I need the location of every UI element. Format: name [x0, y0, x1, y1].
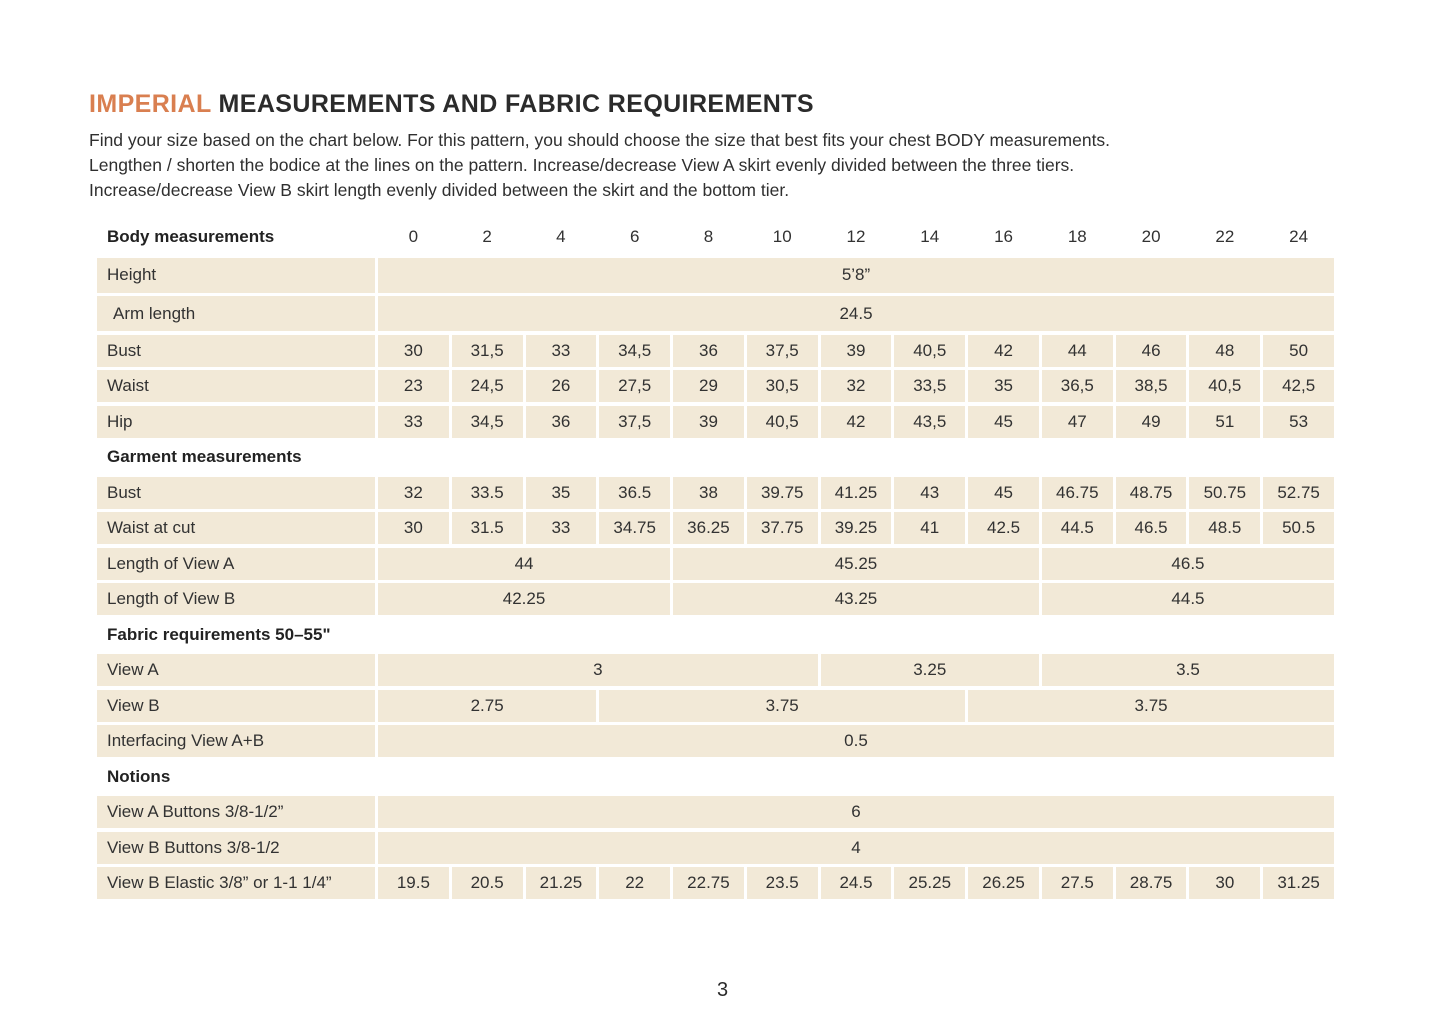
value-cell: 24.5: [378, 296, 1334, 331]
section-label: Notions: [107, 766, 171, 786]
table-row: [97, 370, 1334, 402]
value-cell: 44.5: [1042, 512, 1113, 544]
table-row: [97, 654, 1334, 686]
value-cell: 39.75: [747, 477, 818, 509]
value-cell: 27,5: [599, 370, 670, 402]
value-cell: 27.5: [1042, 867, 1113, 899]
value-cell: 34,5: [599, 335, 670, 367]
row-label: View B: [97, 690, 375, 722]
value-cell: 43.25: [673, 583, 1039, 615]
row-label: Interfacing View A+B: [97, 725, 375, 757]
size-header-cell: 0: [408, 227, 419, 246]
value-cell: 41.25: [821, 477, 892, 509]
row-label: Bust: [97, 477, 375, 509]
section-label: Garment measurements: [107, 447, 302, 466]
value-cell: 2.75: [378, 690, 596, 722]
value-cell: 39: [673, 406, 744, 438]
value-cell: 3.75: [968, 690, 1334, 722]
value-cell: 39.25: [821, 512, 892, 544]
value-cell: 46: [1116, 335, 1187, 367]
value-cell: 30,5: [747, 370, 818, 402]
value-cell: 42,5: [1263, 370, 1334, 402]
value-cell: 31.25: [1263, 867, 1334, 899]
value-cell: 22: [599, 867, 670, 899]
value-cell: 23: [378, 370, 449, 402]
size-header-cell: 6: [629, 227, 640, 246]
table-row: [97, 296, 1334, 331]
table-row: [97, 583, 1334, 615]
value-cell: 44.5: [1042, 583, 1334, 615]
size-header-cell: 14: [920, 227, 940, 246]
row-label: Length of View A: [97, 548, 375, 580]
value-cell: 41: [894, 512, 965, 544]
value-cell: 3.75: [599, 690, 965, 722]
value-cell: 40,5: [894, 335, 965, 367]
table-row: [97, 220, 1334, 254]
row-label: Body measurements: [107, 227, 275, 246]
value-cell: 40,5: [1189, 370, 1260, 402]
table-row: [97, 725, 1334, 757]
size-header-cell: 24: [1289, 227, 1309, 246]
value-cell: 43,5: [894, 406, 965, 438]
value-cell: 32: [821, 370, 892, 402]
value-cell: 33: [526, 512, 597, 544]
value-cell: 36.5: [599, 477, 670, 509]
table-row: [97, 832, 1334, 864]
value-cell: 43: [894, 477, 965, 509]
value-cell: 21.25: [526, 867, 597, 899]
value-cell: 20.5: [452, 867, 523, 899]
value-cell: 42: [968, 335, 1039, 367]
value-cell: 46.5: [1042, 548, 1334, 580]
value-cell: 38,5: [1116, 370, 1187, 402]
intro-line: Lengthen / shorten the bodice at the lines on the pattern. Increase/decrease View A skirt evenly divided between the three tiers.: [89, 155, 1075, 175]
row-label: Waist at cut: [97, 512, 375, 544]
row-label: View A: [97, 654, 375, 686]
value-cell: 47: [1042, 406, 1113, 438]
value-cell: 48.75: [1116, 477, 1187, 509]
value-cell: 50.75: [1189, 477, 1260, 509]
value-cell: 33.5: [452, 477, 523, 509]
table-row: [97, 761, 1334, 793]
value-cell: 51: [1189, 406, 1260, 438]
value-cell: 26.25: [968, 867, 1039, 899]
value-cell: 34,5: [452, 406, 523, 438]
value-cell: 23.5: [747, 867, 818, 899]
value-cell: 42.5: [968, 512, 1039, 544]
row-label: View A Buttons 3/8-1/2”: [97, 796, 375, 828]
row-label: Height: [97, 258, 375, 293]
value-cell: 30: [378, 335, 449, 367]
table-row: [97, 796, 1334, 828]
value-cell: 33: [526, 335, 597, 367]
value-cell: 50: [1263, 335, 1334, 367]
value-cell: 35: [526, 477, 597, 509]
value-cell: 22.75: [673, 867, 744, 899]
table-row: [97, 867, 1334, 899]
size-header-cell: 12: [846, 227, 866, 246]
row-label: Length of View B: [97, 583, 375, 615]
intro-line: Increase/decrease View B skirt length evenly divided between the skirt and the bottom tier.: [89, 180, 790, 200]
value-cell: 45: [968, 477, 1039, 509]
size-header-cell: 20: [1141, 227, 1161, 246]
row-label: View B Buttons 3/8-1/2: [97, 832, 375, 864]
value-cell: 40,5: [747, 406, 818, 438]
value-cell: 36: [526, 406, 597, 438]
value-cell: 26: [526, 370, 597, 402]
page-title-accent: IMPERIAL: [89, 90, 212, 118]
value-cell: 36: [673, 335, 744, 367]
size-header-cell: 22: [1215, 227, 1235, 246]
value-cell: 42: [821, 406, 892, 438]
size-table: [97, 220, 1334, 899]
value-cell: 33: [378, 406, 449, 438]
value-cell: 45.25: [673, 548, 1039, 580]
size-header-cell: 18: [1067, 227, 1087, 246]
table-row: [97, 441, 1334, 473]
value-cell: 25.25: [894, 867, 965, 899]
value-cell: 0.5: [378, 725, 1334, 757]
value-cell: 37.75: [747, 512, 818, 544]
table-row: [97, 335, 1334, 367]
page-number: 3: [716, 979, 729, 1001]
table-row: [97, 258, 1334, 293]
size-header-cell: 2: [482, 227, 492, 246]
value-cell: 3: [378, 654, 818, 686]
value-cell: 19.5: [378, 867, 449, 899]
value-cell: 44: [1042, 335, 1113, 367]
value-cell: 50.5: [1263, 512, 1334, 544]
value-cell: 37,5: [747, 335, 818, 367]
row-label: Waist: [97, 370, 375, 402]
value-cell: 3.25: [821, 654, 1039, 686]
value-cell: 49: [1116, 406, 1187, 438]
value-cell: 34.75: [599, 512, 670, 544]
intro-paragraph: [89, 128, 1355, 203]
value-cell: 46.75: [1042, 477, 1113, 509]
value-cell: 48: [1189, 335, 1260, 367]
row-label: View B Elastic 3/8” or 1-1 1/4”: [97, 867, 375, 899]
page-title-rest: MEASUREMENTS AND FABRIC REQUIREMENTS: [211, 90, 814, 118]
value-cell: 3.5: [1042, 654, 1334, 686]
size-header-cell: 10: [772, 227, 792, 246]
table-row: [97, 619, 1334, 651]
size-header-cell: 4: [556, 227, 566, 246]
section-label: Fabric requirements 50–55": [107, 624, 331, 644]
value-cell: 31.5: [452, 512, 523, 544]
value-cell: 38: [673, 477, 744, 509]
row-label: Bust: [97, 335, 375, 367]
table-row: [97, 690, 1334, 722]
value-cell: 24.5: [821, 867, 892, 899]
size-header-cell: 16: [994, 227, 1013, 246]
value-cell: 53: [1263, 406, 1334, 438]
value-cell: 24,5: [452, 370, 523, 402]
table-row: [97, 548, 1334, 580]
value-cell: 36,5: [1042, 370, 1113, 402]
value-cell: 44: [378, 548, 670, 580]
value-cell: 52.75: [1263, 477, 1334, 509]
value-cell: 32: [378, 477, 449, 509]
value-cell: 29: [673, 370, 744, 402]
value-cell: 48.5: [1189, 512, 1260, 544]
page-title: [89, 90, 1355, 119]
intro-line: Find your size based on the chart below. For this pattern, you should choose the size that best fits your chest BODY measurements.: [89, 130, 1111, 150]
value-cell: 30: [1189, 867, 1260, 899]
value-cell: 36.25: [673, 512, 744, 544]
row-label: Arm length: [97, 296, 375, 331]
row-label: Hip: [97, 406, 375, 438]
value-cell: 4: [378, 832, 1334, 864]
value-cell: 30: [378, 512, 449, 544]
size-header-cell: 8: [703, 227, 714, 246]
value-cell: 46.5: [1116, 512, 1187, 544]
value-cell: 33,5: [894, 370, 965, 402]
value-cell: 45: [968, 406, 1039, 438]
value-cell: 37,5: [599, 406, 670, 438]
value-cell: 28.75: [1116, 867, 1187, 899]
value-cell: 42.25: [378, 583, 670, 615]
table-row: [97, 512, 1334, 544]
value-cell: 6: [378, 796, 1334, 828]
value-cell: 35: [968, 370, 1039, 402]
value-cell: 31,5: [452, 335, 523, 367]
table-row: [97, 406, 1334, 438]
value-cell: 5’8”: [378, 258, 1334, 293]
table-row: [97, 477, 1334, 509]
value-cell: 39: [821, 335, 892, 367]
